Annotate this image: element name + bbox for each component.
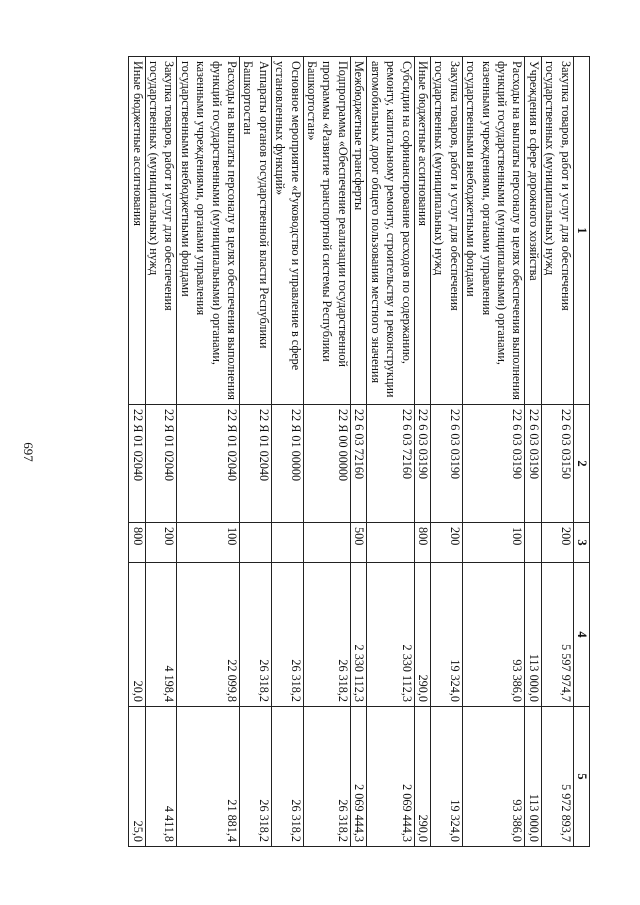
row-code: 22 6 03 03190	[430, 405, 462, 523]
row-expense-type: 100	[177, 523, 240, 563]
row-name: Подпрограмма «Обеспечение реализации государственной программы «Развитие транспортной системы Республики Башкортостан»	[303, 57, 350, 405]
table-row	[145, 57, 177, 847]
row-name: Иные бюджетные ассигнования	[414, 57, 430, 405]
header-col-5: 5	[573, 707, 589, 847]
row-value-1: 290,0	[414, 563, 430, 707]
row-name: Межбюджетные трансферты	[350, 57, 366, 405]
row-value-2: 19 324,0	[430, 707, 462, 847]
row-code: 22 Я 01 02040	[145, 405, 177, 523]
row-value-1: 2 330 112,3	[367, 563, 414, 707]
row-value-1: 26 318,2	[303, 563, 350, 707]
row-code: 22 6 03 72160	[350, 405, 366, 523]
row-value-1: 113 000,0	[525, 563, 541, 707]
row-code: 22 6 03 72160	[367, 405, 414, 523]
row-value-2: 26 318,2	[271, 707, 303, 847]
table-row	[350, 57, 366, 847]
header-col-4: 4	[573, 563, 589, 707]
table-container	[90, 56, 590, 846]
row-expense-type: 200	[145, 523, 177, 563]
row-name: Закупка товаров, работ и услуг для обеспечения государственных (муниципальных) нужд	[145, 57, 177, 405]
table-row	[525, 57, 541, 847]
row-name: Субсидии на софинансирование расходов по содержанию, ремонту, капитальному ремонту, строительству и реконструкции автомобильных дорог общего пользования местного значения	[367, 57, 414, 405]
header-col-3: 3	[573, 523, 589, 563]
row-code: 22 6 03 03190	[462, 405, 525, 523]
row-name: Основное мероприятие «Руководство и управление в сфере установленных функций»	[271, 57, 303, 405]
row-name: Закупка товаров, работ и услуг для обеспечения государственных (муниципальных) нужд	[541, 57, 573, 405]
row-expense-type: 500	[350, 523, 366, 563]
table-row	[541, 57, 573, 847]
row-name: Расходы на выплаты персоналу в целях обеспечения выполнения функций государственными (муниципальными) органами, казенными учреждениями, органами управления государственными внебюджетными фондами	[462, 57, 525, 405]
row-expense-type	[271, 523, 303, 563]
table-row	[129, 57, 145, 847]
row-name: Аппараты органов государственной власти Республики Башкортостан	[240, 57, 272, 405]
row-code: 22 Я 01 02040	[177, 405, 240, 523]
row-name: Иные бюджетные ассигнования	[129, 57, 145, 405]
row-expense-type	[525, 523, 541, 563]
table-row	[271, 57, 303, 847]
row-value-2: 21 881,4	[177, 707, 240, 847]
row-code: 22 Я 00 00000	[303, 405, 350, 523]
row-value-2: 26 318,2	[303, 707, 350, 847]
row-value-1: 93 386,0	[462, 563, 525, 707]
row-value-1: 5 597 974,7	[541, 563, 573, 707]
row-expense-type: 800	[129, 523, 145, 563]
row-code: 22 Я 01 02040	[240, 405, 272, 523]
rotated-page-content	[90, 56, 590, 846]
row-code: 22 Я 01 02040	[129, 405, 145, 523]
row-code: 22 6 03 03190	[525, 405, 541, 523]
table-header-row	[573, 57, 589, 847]
row-value-1: 19 324,0	[430, 563, 462, 707]
table-row	[367, 57, 414, 847]
header-col-2: 2	[573, 405, 589, 523]
row-expense-type: 200	[430, 523, 462, 563]
row-expense-type: 200	[541, 523, 573, 563]
row-value-1: 20,0	[129, 563, 145, 707]
table-row	[414, 57, 430, 847]
row-expense-type	[303, 523, 350, 563]
row-code: 22 6 03 03190	[414, 405, 430, 523]
table-row	[303, 57, 350, 847]
row-name: Закупка товаров, работ и услуг для обеспечения государственных (муниципальных) нужд	[430, 57, 462, 405]
row-value-2: 290,0	[414, 707, 430, 847]
budget-table	[128, 56, 590, 847]
row-value-2: 93 386,0	[462, 707, 525, 847]
row-value-2: 26 318,2	[240, 707, 272, 847]
row-value-2: 2 069 444,3	[367, 707, 414, 847]
row-expense-type: 100	[462, 523, 525, 563]
row-value-1: 22 099,8	[177, 563, 240, 707]
row-value-2: 5 972 893,7	[541, 707, 573, 847]
row-value-2: 4 411,8	[145, 707, 177, 847]
row-value-2: 2 069 444,3	[350, 707, 366, 847]
header-col-1: 1	[573, 57, 589, 405]
table-row	[462, 57, 525, 847]
row-value-1: 2 330 112,3	[350, 563, 366, 707]
row-code: 22 6 03 03150	[541, 405, 573, 523]
row-value-1: 4 198,4	[145, 563, 177, 707]
row-name: Расходы на выплаты персоналу в целях обеспечения выполнения функций государственными (муниципальными) органами, казенными учреждениями, органами управления государственными внебюджетными фондами	[177, 57, 240, 405]
row-value-1: 26 318,2	[240, 563, 272, 707]
table-row	[430, 57, 462, 847]
table-row	[177, 57, 240, 847]
page-number: 697	[21, 442, 36, 462]
row-value-2: 113 000,0	[525, 707, 541, 847]
row-expense-type	[367, 523, 414, 563]
row-expense-type: 800	[414, 523, 430, 563]
row-expense-type	[240, 523, 272, 563]
row-value-1: 26 318,2	[271, 563, 303, 707]
row-code: 22 Я 01 00000	[271, 405, 303, 523]
row-name: Учреждения в сфере дорожного хозяйства	[525, 57, 541, 405]
table-row	[240, 57, 272, 847]
row-value-2: 25,0	[129, 707, 145, 847]
